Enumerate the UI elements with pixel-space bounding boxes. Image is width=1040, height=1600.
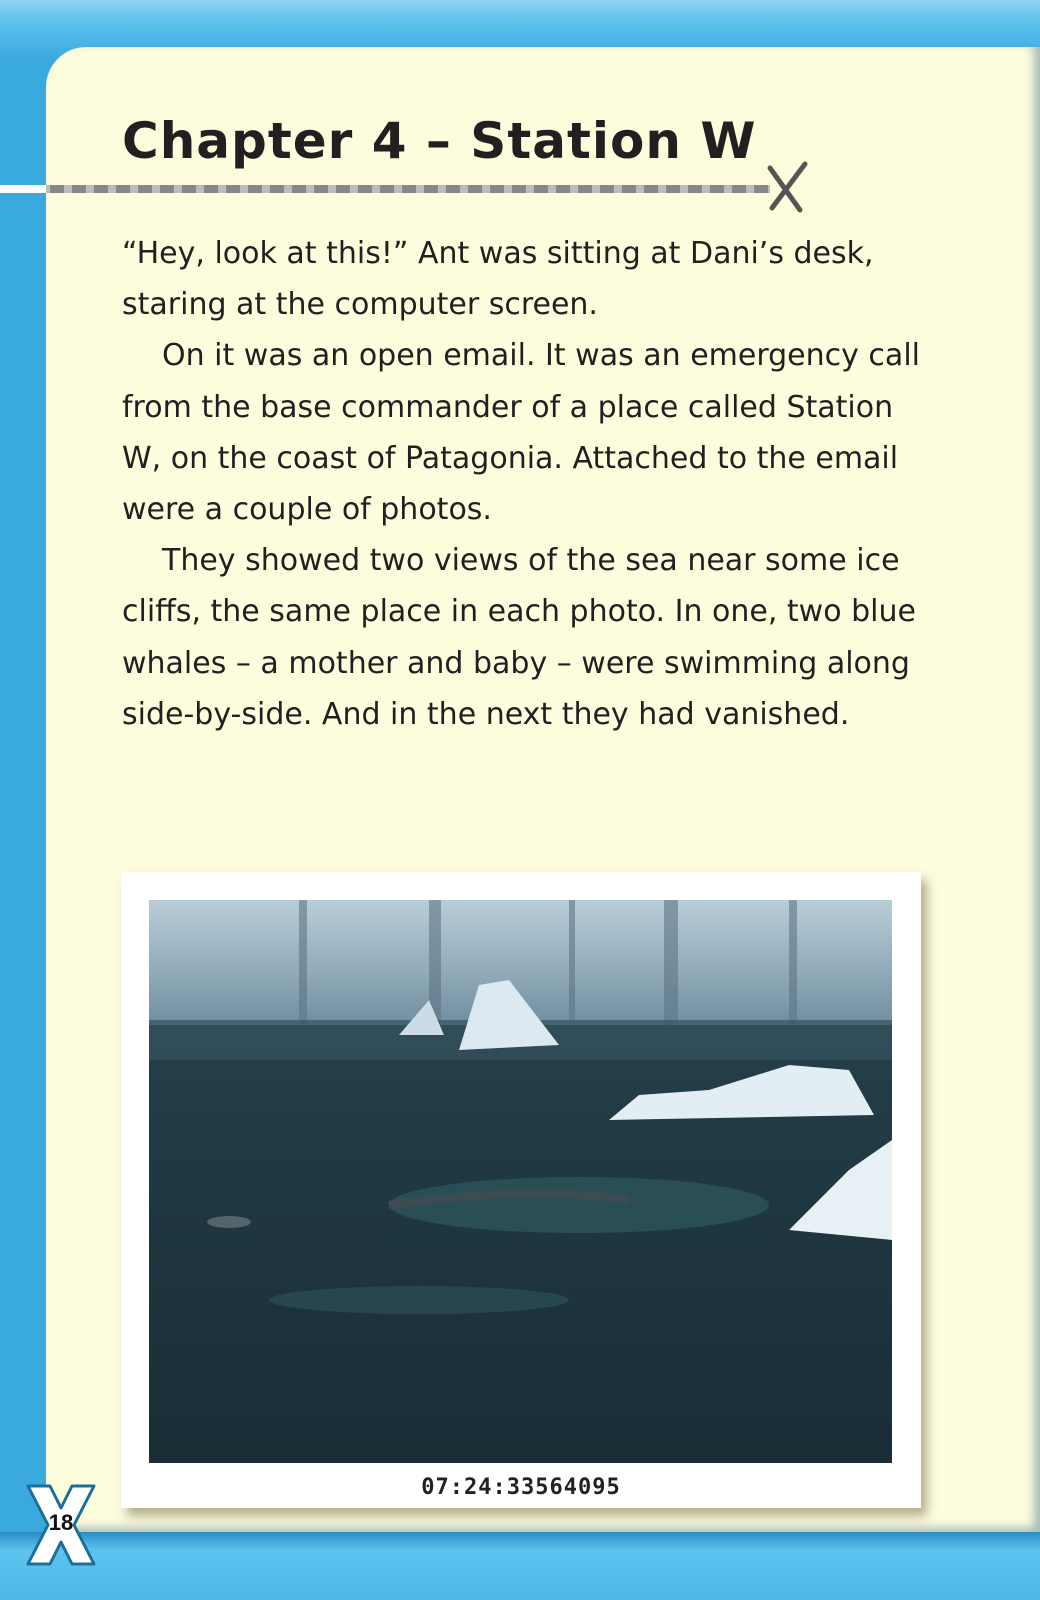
photo-frame [121, 872, 921, 1508]
ice-cliffs-photo [149, 900, 892, 1463]
chapter-title: Chapter 4 – Station W [122, 112, 757, 170]
dashed-divider [0, 184, 790, 194]
paragraph: “Hey, look at this!” Ant was sitting at Dani’s desk, staring at the computer screen. [122, 236, 874, 323]
paragraph: They showed two views of the sea near some ice cliffs, the same place in each photo. In one, two blue whales – a mother and baby – were swimming along side-by-side. And in the next they had vanished. [122, 543, 916, 732]
photo-timestamp: 07:24:33564095 [421, 1475, 621, 1500]
story-text [122, 228, 922, 740]
bottom-border [0, 1532, 1040, 1600]
page-number: 18 [48, 1510, 74, 1535]
page-number-badge [24, 1484, 98, 1566]
paragraph: On it was an open email. It was an emergency call from the base commander of a place called Station W, on the coast of Patagonia. Attached to the email were a couple of photos. [122, 338, 920, 528]
